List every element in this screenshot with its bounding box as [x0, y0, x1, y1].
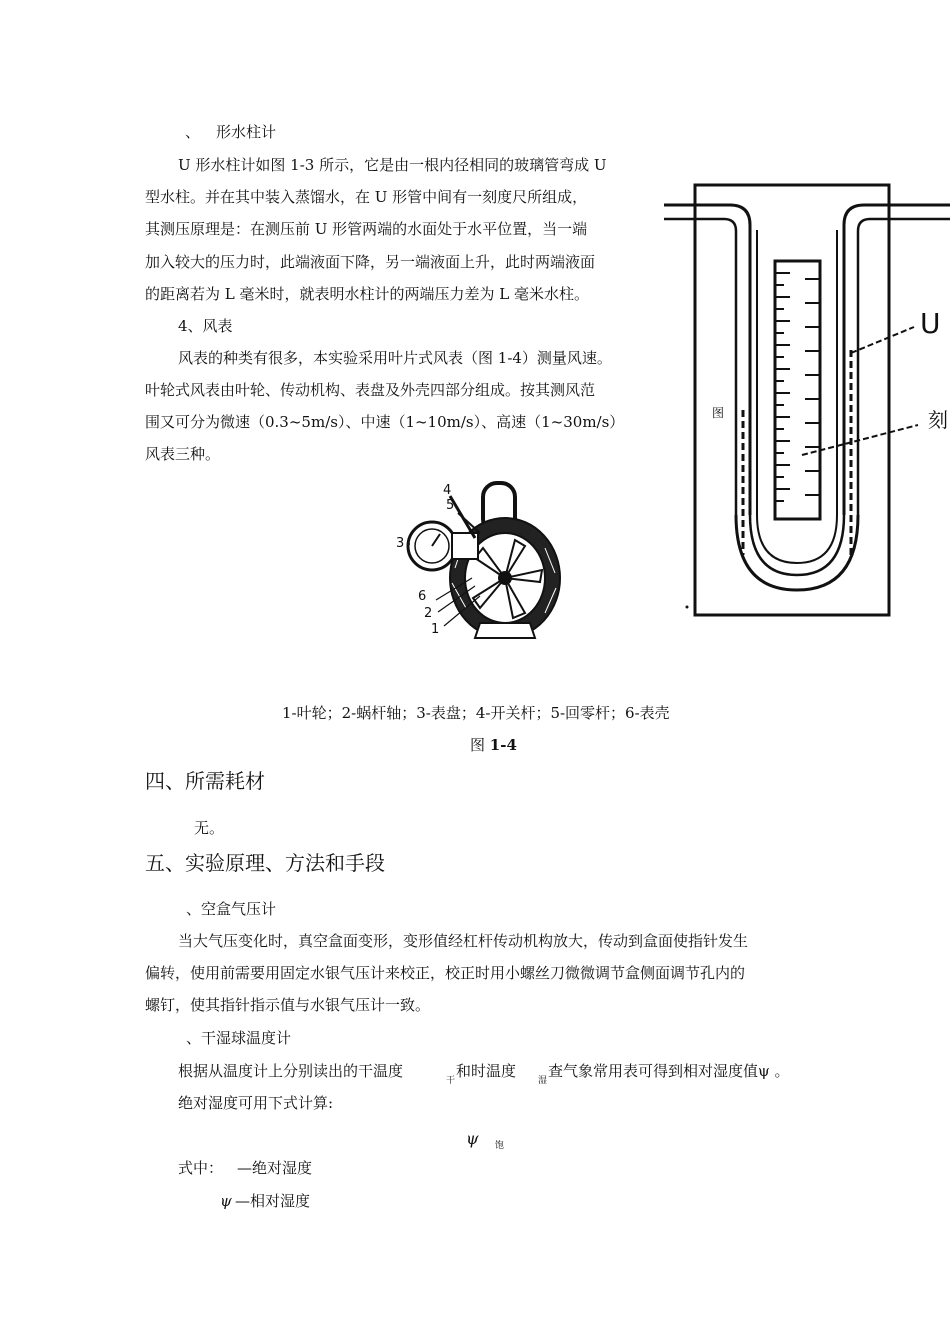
section5-heading: 五、实验原理、方法和手段 — [145, 851, 385, 875]
anemometer-part-number-1: 1 — [431, 622, 440, 637]
vane-anemometer-figure — [380, 478, 580, 648]
figure-label-number: 1-4 — [489, 736, 517, 754]
u-tube-label-fig: 图 — [712, 406, 725, 420]
anemometer-part-number-5: 5 — [446, 498, 455, 513]
anemometer-part-number-4: 4 — [443, 483, 452, 498]
u-tube-manometer-figure — [662, 175, 950, 645]
where-item-absolute-humidity: —绝对湿度 — [237, 1159, 313, 1177]
item2-sub-dry: 干 — [446, 1076, 456, 1086]
item2-line-1a: 根据从温度计上分别读出的干温度 — [178, 1062, 404, 1080]
anemometer-part-number-2: 2 — [424, 606, 433, 621]
anemometer-part-number-3: 3 — [396, 536, 405, 551]
item3-title: 形水柱计 — [216, 123, 277, 141]
where-label: 式中： — [178, 1159, 224, 1177]
u-tube-label-scale: 刻 — [928, 408, 948, 432]
item3-line-2: 型水柱。并在其中装入蒸馏水，在 U 形管中间有一刻度尺所组成， — [145, 188, 588, 206]
item4-line-4: 风表三种。 — [145, 445, 221, 463]
item4-title: 4、风表 — [178, 317, 233, 335]
figure-label-prefix: 图 — [470, 736, 490, 754]
item2-sub-wet: 湿 — [538, 1076, 548, 1086]
anemometer-part-number-6: 6 — [418, 589, 427, 604]
anemometer-caption: 1-叶轮；2-蜗杆轴；3-表盘；4-开关杆；5-回零杆；6-表壳 — [282, 704, 670, 722]
item3-line-5: 的距离若为 L 毫米时，就表明水柱计的两端压力差为 L 毫米水柱。 — [145, 285, 589, 303]
u-tube-label-u: U — [920, 307, 941, 340]
item3-title-prefix: 、 — [185, 123, 201, 141]
item1-line-1: 当大气压变化时，真空盒面变形，变形值经杠杆传动机构放大，传动到盒面使指针发生 — [178, 932, 749, 950]
section4-heading: 四、所需耗材 — [145, 769, 265, 793]
section4-body: 无。 — [194, 819, 225, 837]
formula-subscript-saturated: 饱 — [495, 1141, 505, 1151]
item1-title: 、空盒气压计 — [186, 900, 277, 918]
item2-line-1c: 查气象常用表可得到相对湿度值ψ 。 — [548, 1062, 790, 1080]
item3-line-4: 加入较大的压力时，此端液面下降，另一端液面上升，此时两端液面 — [145, 253, 596, 271]
item2-line-2: 绝对湿度可用下式计算: — [178, 1094, 334, 1112]
anemometer-figure-label — [470, 735, 517, 755]
item2-title: 、干湿球温度计 — [186, 1029, 292, 1047]
item4-line-1: 风表的种类有很多，本实验采用叶片式风表（图 1-4）测量风速。 — [178, 349, 612, 367]
item2-line-1b: 和时温度 — [456, 1062, 517, 1080]
where-item-relative-humidity: —相对湿度 — [235, 1192, 311, 1210]
item1-line-2: 偏转，使用前需要用固定水银气压计来校正，校正时用小螺丝刀微微调节盒侧面调节孔内的 — [145, 964, 746, 982]
item4-line-2: 叶轮式风表由叶轮、传动机构、表盘及外壳四部分组成。按其测风范 — [145, 381, 596, 399]
item3-line-1: U 形水柱计如图 1-3 所示，它是由一根内径相同的玻璃管弯成 U — [178, 156, 607, 174]
where-item-psi: ψ — [220, 1192, 232, 1210]
formula-psi: ψ — [466, 1129, 479, 1148]
item3-line-3: 其测压原理是：在测压前 U 形管两端的水面处于水平位置，当一端 — [145, 220, 588, 238]
item1-line-3: 螺钉，使其指针指示值与水银气压计一致。 — [145, 996, 431, 1014]
item4-line-3: 围又可分为微速（0.3~5m/s）、中速（1~10m/s）、高速（1~30m/s） — [145, 413, 625, 431]
